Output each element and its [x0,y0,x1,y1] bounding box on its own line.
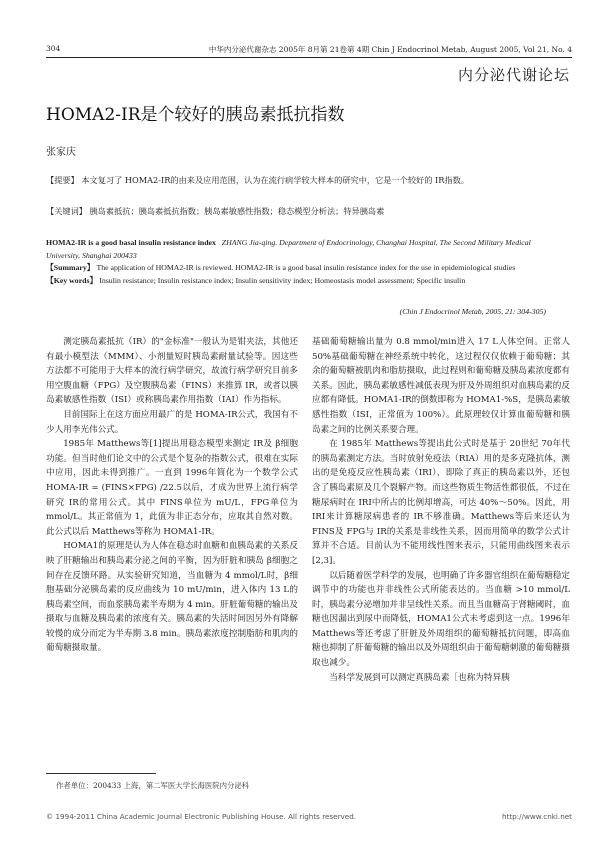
english-author-affiliation: ZHANG Jia-qing. Department of Endocrinology, Changhai Hospital, The Second Military Medical University, Shanghai 200433 [46,238,531,260]
footnote-rule [46,773,156,774]
summary-label: 【Summary】 [46,263,95,273]
abstract-en [46,237,546,287]
body-paragraph: 测定胰岛素抵抗（IR）的"金标准"一般认为是钳夹法，其他还有最小模型法（MMM）、小剂量短时胰岛素耐量试验等。因这些方法都不可能用于大样本的流行病学研究，故流行病学研究目前多用空腹血糖（FPG）及空腹胰岛素（FINS）来推算 IR，或者以胰岛素敏感性指数（ISI）或称胰岛素作用指数（IAI）作为指标。 [46,337,298,406]
body-paragraph: 以后随着医学科学的发展，也明确了许多器官组织在葡萄糖稳定调节中的功能也并非线性公式所能表达的。当血糖 >10 mmol/L时，胰岛素分泌增加并非呈线性关系。而且当血糖高于肾糖阈时，血糖也因漏出到尿中而降低，HOMA1公式未考虑到这一点。1996年 Matthews等还考虑了肝脏及外周组织的葡萄糖抵抗问题，即高血糖也抑制了肝葡萄糖的输出以及外周组织由于葡萄糖刺激的葡萄糖摄取也减少。 [312,570,570,669]
keywords-cn-label: 【关键词】 [46,206,87,216]
summary-text: The application of HOMA2-IR is reviewed. HOMA2-IR is a good basal insulin resistance index for the use in epidemiological studies [94,263,516,273]
body-column-left [46,335,298,656]
body-paragraph: 基础葡萄糖输出量为 0.8 mmol/min进入 17 L人体空间。正常人 50%基础葡萄糖在神经系统中转化，这过程仅仅依赖于葡萄糖；其余的葡萄糖被肌肉和脂肪摄取，此过程则和葡萄糖及胰岛素浓度都有关系。因此，胰岛素敏感性减低表现为肝及外周组织对血胰岛素的反应都有降低。HOMA1-IR的倒数即称为 HOMA1-%S，是胰岛素敏感性指数（ISI，正常值为 100%）。此原理较仅计算血葡萄糖和胰岛素之间的比例关系要合理。 [312,337,570,435]
section-name: 内分泌代谢论坛 [457,66,570,84]
author-affiliation-footnote: 作者单位：200433 上海，第二军医大学长海医院内分泌科 [56,781,250,790]
body-paragraph: 目前国际上在这方面应用最广的是 HOMA-IR公式，我国有不少人用李光伟公式。 [46,409,298,435]
site-url-link[interactable]: http://www.cnki.net [501,812,572,821]
keywords-cn-text: 胰岛素抵抗；胰岛素抵抗指数；胰岛素敏感性指数；稳态模型分析法；特异胰岛素 [86,206,385,216]
body-column-right [312,335,570,685]
page-number: 304 [46,44,61,53]
article-title: HOMA2-IR是个较好的胰岛素抵抗指数 [46,105,345,125]
keywords-cn [46,205,516,218]
running-header: 中华内分泌代谢杂志 2005年 8月第 21卷第 4期 Chin J Endocrinol Metab, August 2005, Vol 21, No. 4 [208,45,572,54]
citation: (Chin J Endocrinol Metab, 2005, 21: 304-305) [399,307,546,316]
copyright-notice: © 1994-2011 China Academic Journal Electronic Publishing House. All rights reserved. [46,812,357,821]
article-author: 张家庆 [46,147,76,158]
abstract-cn-label: 【提要】 [46,175,79,185]
body-paragraph: 1985年 Matthews等[1]提出用稳态模型来测定 IR及 β细胞功能。但当时他们论文中的公式是个复杂的指数公式，很难在实际中应用，因此未得到推广。一直到 1996年简化为一个数学公式 HOMA-IR = (FINS×FPG) /22.5以后，才成为世界上流行病学研究 IR的常用公式。其中 FINS单位为 mU/L，FPG单位为 mmol/L。其正常值为 1，此值为非正态分布，应取其自然对数。此公式以后 Matthews等称为 HOMA1-IR。 [46,439,298,537]
header-rule [46,57,572,58]
keywords-en-label: 【Key words】 [46,275,98,285]
abstract-cn-text: 本文复习了 HOMA2-IR的由来及应用范围，认为在流行病学较大样本的研究中，它是一个较好的 IR指数。 [78,175,469,185]
body-paragraph: 当科学发展到可以测定真胰岛素［也称为特异胰 [329,672,510,683]
abstract-cn [46,174,476,187]
body-paragraph: 在 1985年 Matthews等提出此公式时是基于 20世纪 70年代的胰岛素测定方法。当时放射免疫法（RIA）用的是多克隆抗体，测出的是免疫反应性胰岛素（IRI），即除了真正的胰岛素以外，还包含了胰岛素原及几个裂解产物。而这些物质生物活性都很低，不过在糖尿病时在 IRI中所占的比例却增高，可达 40%～50%。因此，用 IRI来计算糖尿病患者的 IR不够准确。Matthews等后来还认为 FINS及 FPG与 IR的关系是非线性关系，因而用简单的数学公式计算并不合适。目前认为不能用线性图来表示，只能用曲线图来表示[2,3]。 [312,439,570,566]
body-paragraph: HOMA1的原理是认为人体在稳态时血糖和血胰岛素的关系反映了肝糖输出和胰岛素分泌之间的平衡，因为肝脏和胰岛 β细胞之间存在反馈环路。从实验研究知道，当血糖为 4 mmol/L时，β细胞基础分泌胰岛素的反应曲线为 10 mU/min，进入体内 13 L的胰岛素空间，而血浆胰岛素半寿期为 4 min。肝脏葡萄糖的输出及摄取与血糖及胰岛素的浓度有关。胰岛素的失活时间因另外有降解较慢的成分而定为半寿期 3.8 min。胰岛素浓度控制脂肪和肌肉的葡萄糖摄取量。 [46,541,298,654]
keywords-en-text: Insulin resistance; Insulin resistance index; Insulin sensitivity index; Homeostasis model assessment; Specific insulin [97,275,466,285]
english-title: HOMA2-IR is a good basal insulin resistance index [46,238,216,247]
